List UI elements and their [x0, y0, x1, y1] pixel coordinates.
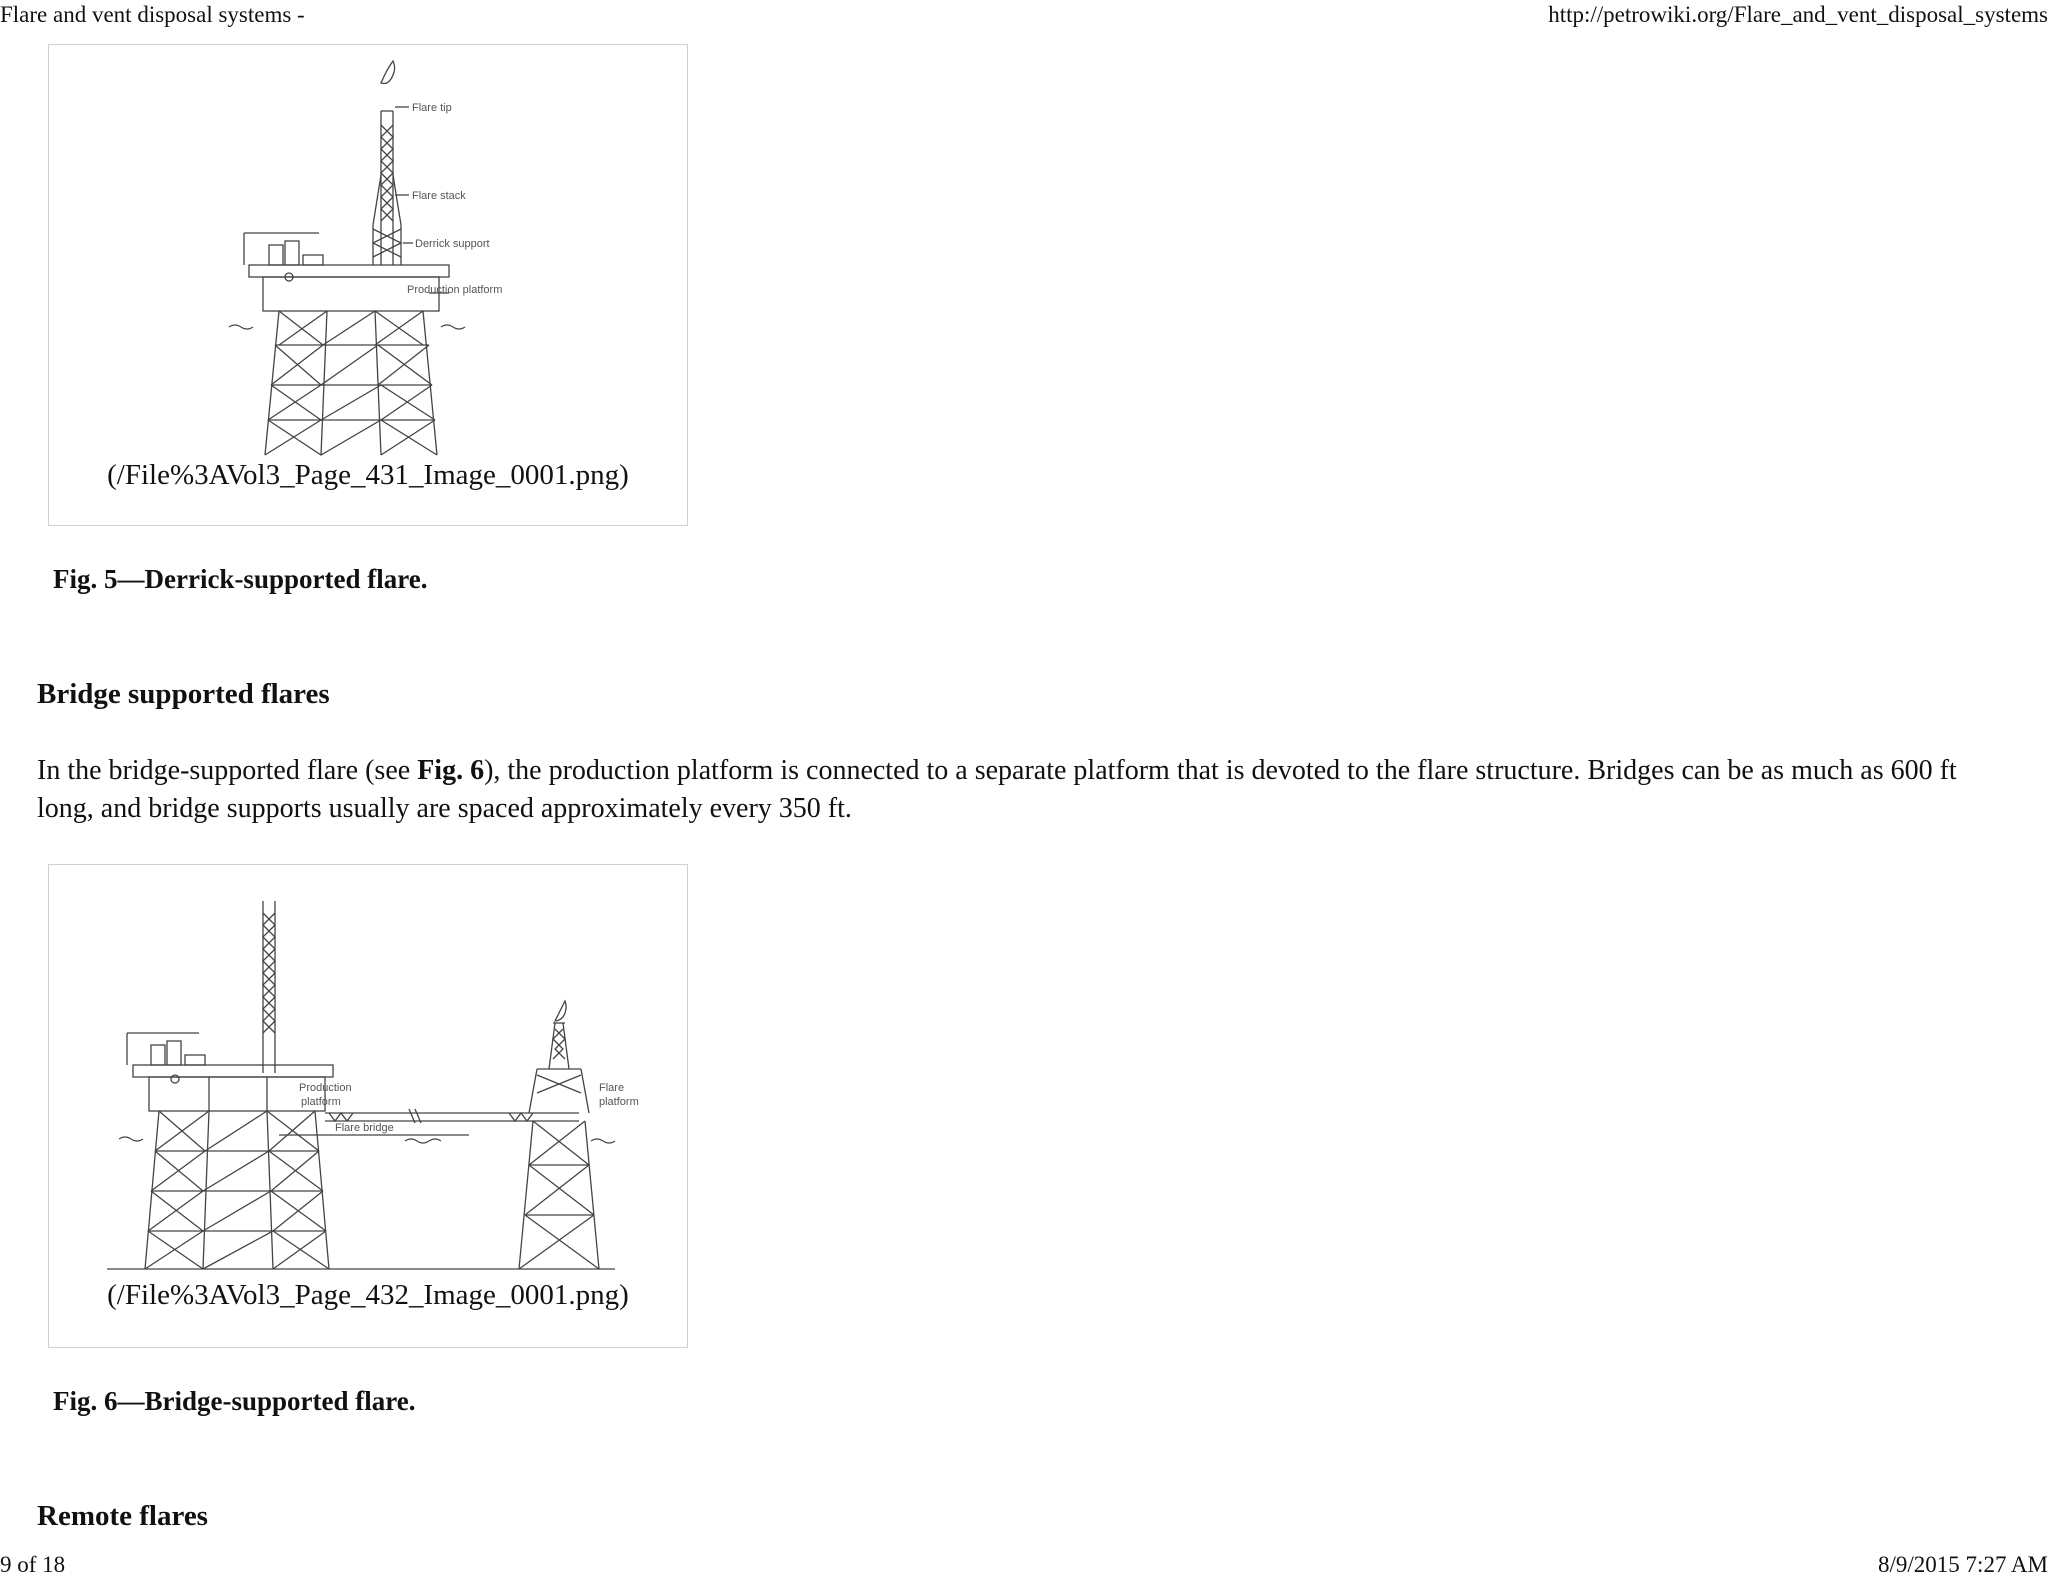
label-flare-platform-1: Flare [599, 1082, 625, 1094]
label-production-2: platform [301, 1096, 341, 1108]
page-footer-page-number: 9 of 18 [0, 1552, 66, 1577]
bridge-paragraph [37, 752, 2017, 828]
fig-6-reference-link[interactable]: Fig. 6 [417, 755, 485, 786]
section-heading-remote: Remote flares [37, 1500, 208, 1532]
label-flare-bridge: Flare bridge [335, 1122, 394, 1134]
section-heading-bridge: Bridge supported flares [37, 678, 330, 710]
figure-5-frame [48, 44, 688, 526]
page-header-title: Flare and vent disposal systems - [0, 2, 305, 27]
bridge-supported-flare-drawing [49, 865, 687, 1335]
figure-6-image-path[interactable]: (/File%3AVol3_Page_432_Image_0001.png) [107, 1279, 629, 1311]
para-text-before: In the bridge-supported flare (see [37, 755, 418, 786]
para-text-after: ), the production platform is connected to a separate platform that is devoted to the flare structure. Bridges can be as much as 600 ft long, and bridge supports usually are spaced approximately every 350 ft. [37, 755, 1957, 824]
label-production-1: Production [299, 1082, 352, 1094]
derrick-supported-flare-drawing [49, 45, 687, 515]
figure-5-caption: Fig. 5—Derrick-supported flare. [53, 564, 428, 594]
figure-6-caption: Fig. 6—Bridge-supported flare. [53, 1386, 416, 1416]
page-footer-datetime: 8/9/2015 7:27 AM [1878, 1552, 2048, 1577]
label-flare-tip: Flare tip [412, 102, 452, 114]
label-derrick-support: Derrick support [415, 238, 490, 250]
label-flare-platform-2: platform [599, 1096, 639, 1108]
figure-6-frame [48, 864, 688, 1348]
page-header-url: http://petrowiki.org/Flare_and_vent_disposal_systems [1548, 2, 2048, 27]
label-production-platform: Production platform [407, 284, 503, 296]
figure-5-image-path[interactable]: (/File%3AVol3_Page_431_Image_0001.png) [107, 459, 629, 491]
label-flare-stack: Flare stack [412, 190, 466, 202]
